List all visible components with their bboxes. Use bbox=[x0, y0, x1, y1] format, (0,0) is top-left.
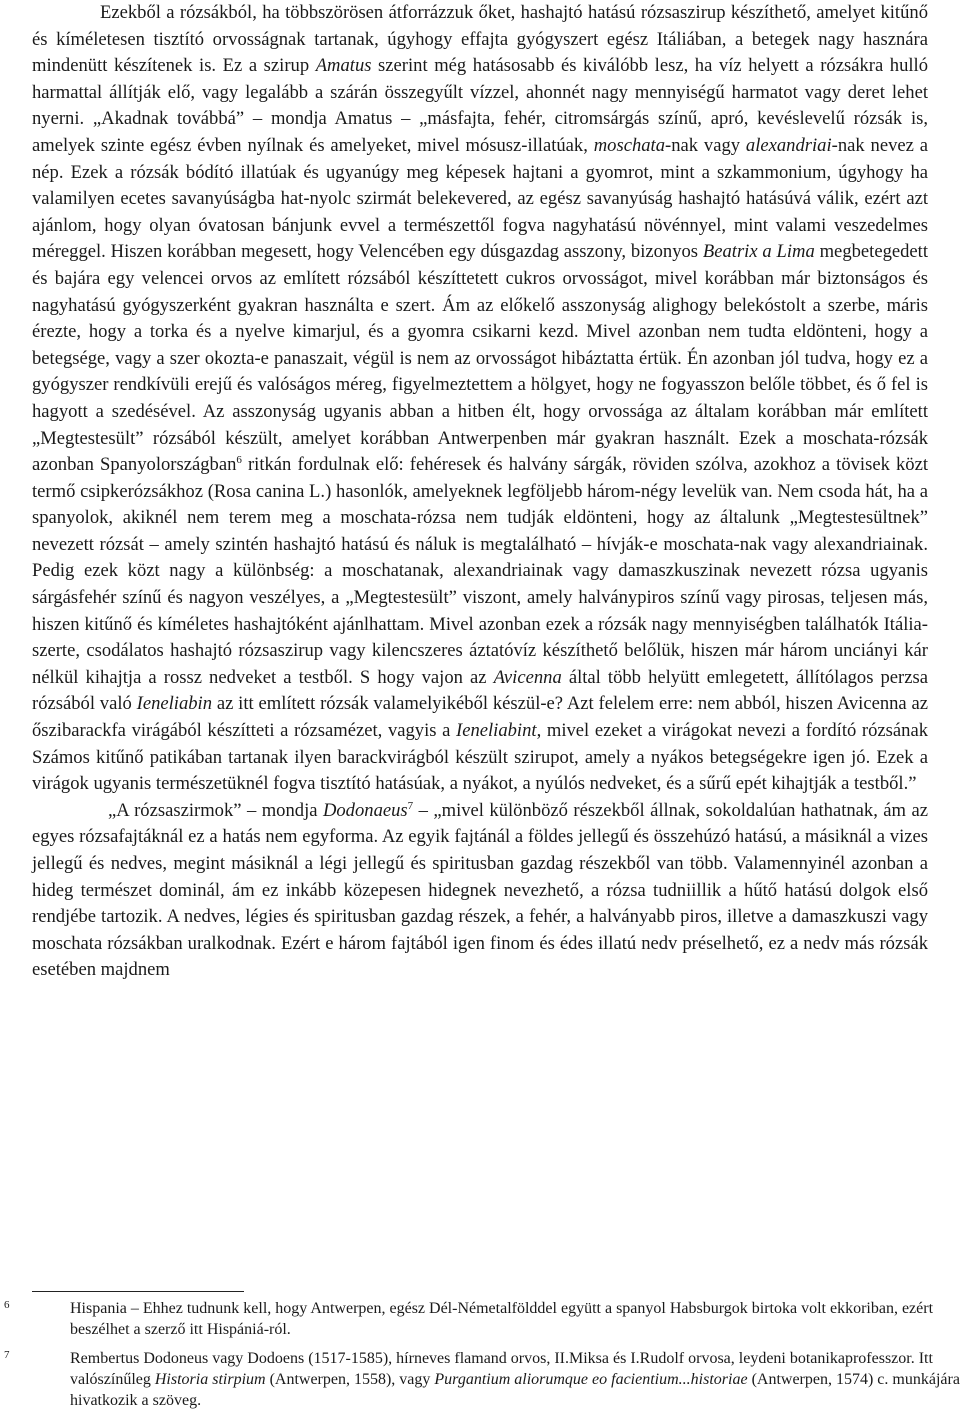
italic-text: Historia stirpium bbox=[154, 1371, 266, 1388]
italic-text: Ieneliabint bbox=[456, 720, 537, 742]
text-run: az itt említett rózsák valamelyikéből készül-e? Azt felelem erre: nem abból, hiszen Avicenna az őszibarackfa virágából készítteti a rózsamézet, vagyis a bbox=[32, 693, 928, 742]
italic-text: Purgantium aliorumque eo facientium...historiae bbox=[434, 1371, 748, 1388]
footnotes bbox=[4, 1298, 960, 1419]
italic-text: Beatrix a Lima bbox=[702, 241, 815, 263]
text-run: (Antwerpen, 1574) c. munkájára hivatkozik a szöveg. bbox=[70, 1371, 960, 1409]
footnote-ref: 7 bbox=[407, 799, 414, 812]
text-run: Ezekből a rózsákból, ha többszörösen átforrázzuk őket, hashajtó hatású rózsaszirup készíthető, amelyet kitűnő és kíméletesen tisztító orvosságnak tartanak, úgyhogy effajta gyógyszert egész Itáliában, a betegek nagy hasznára mindenütt készítenek is. Ez a szirup bbox=[32, 2, 928, 77]
paragraph bbox=[32, 0, 928, 798]
italic-text: Amatus bbox=[315, 55, 372, 77]
document-page bbox=[4, 0, 960, 1409]
italic-text: Ieneliabin bbox=[136, 693, 213, 715]
text-run: – „mivel különböző részekből állnak, sokoldalúan hathatnak, ám az egyes rózsafajtáknál ez a hatás nem egyforma. Az egyik fajtánál a földes jellegű és összehúzó hatású, a másiknál a vizes jellegű és nedves, megint másiknál a légi jellegű és spiritusban gazdag részekből van több. Valamennyinél azonban a hideg természet dominál, ám ez inkább közepesen hidegnek nevezhető, a rózsa tudniillik a hűtő hatású dolgok első rendjébe tartozik. A nedves, légies és spiritusban gazdag részek, a fehér, a halványabb piros, illetve a damaszkuszi vagy moschata rózsákban uralkodnak. Ezért e három fajtából igen finom és édes illatú nedv préselhető, ez a nedv más rózsák esetében majdnem bbox=[32, 799, 928, 981]
footnote-ref: 6 bbox=[236, 454, 242, 467]
footnote bbox=[4, 1298, 960, 1340]
footnote-number: 6 bbox=[4, 1299, 10, 1311]
footnote-number: 7 bbox=[4, 1349, 10, 1361]
text-run: -nak vagy bbox=[665, 134, 746, 156]
italic-text: alexandriai bbox=[745, 134, 832, 156]
text-run: (Antwerpen, 1558), vagy bbox=[265, 1371, 435, 1388]
footnote bbox=[4, 1348, 960, 1411]
text-run: Rembertus Dodoneus vagy Dodoens (1517-1585), hírneves flamand orvos, II.Miksa és I.Rudolf orvosa, leydeni botanikaprofesszor. Itt valószínűleg bbox=[70, 1350, 933, 1388]
paragraph bbox=[32, 798, 928, 984]
text-run: által több helyütt emlegetett, állítólagos perzsa rózsából való bbox=[32, 666, 928, 715]
text-run: szerint még hatásosabb és kiválóbb lesz, ha víz helyett a rózsákra hulló harmattal állítják elő, vagy legalább a szárán összegyűlt vízzel, ahonnét nagy mennyiségű harmatot vagy deret lehet nyerni. „Akadnak továbbá” – mondja Amatus – „másfajta, fehér, citromsárgás színű, apró, kevéslevelű rózsák is, amelyek szinte egész évben nyílnak és amelyeket, mivel mósusz-illatúak, bbox=[32, 55, 928, 156]
text-run: „A rózsaszirmok” – mondja bbox=[108, 799, 323, 821]
italic-text: Avicenna bbox=[493, 666, 562, 688]
text-run: megbetegedett és bajára egy velencei orvos az említett rózsából készíttetett cukros orvosságot, mivel korábban már biztonságos és nagyhatású gyógyszerként gyakran használta e szert. Ám az előkelő asszonyság alighogy belekóstolt a szerbe, máris érezte, hogy a torka és a nyelve kimarjul, és a gyomra csikarni kezd. Mivel azonban nem tudta eldönteni, hogy a betegsége, vagy a szer okozta-e panaszait, végül is nem az orvosságot hibáztatta értük. Én azonban jól tudva, hogy ez a gyógyszer rendkívüli erejű és valóságos méreg, figyelmeztettem a hölgyet, hogy ne fogyasszon belőle többet, és ő fel is hagyott a szedésével. Az asszonyság ugyanis abban a hitben élt, hogy orvossága az általam korábban már említett „Megtestesült” rózsából készült, amelyet korábban Antwerpenben már gyakran használt. Ezek a moschata-rózsák azonban Spanyolországban bbox=[32, 241, 929, 476]
text-run: , mivel ezeket a virágokat nevezi a fordító rózsának Számos kitűnő patikában tartanak ilyen barackvirágból készült szirupot, amely a nyákos betegségekre igen jó. Ezek a virágok ugyanis természetüknél fogva tisztító hatásúak, a nyákot, a nyúlós nedveket, és a sűrű epét kihajtják a testből.” bbox=[32, 720, 929, 795]
body-text bbox=[32, 0, 928, 984]
italic-text: moschata bbox=[593, 134, 666, 156]
text-run: -nak nevez a nép. Ezek a rózsák bódító illatúak és ugyanúgy meg képesek hajtani a gyomrot, mint a szkammonium, úgyhogy ha valamilyen ecetes savanyúságba hat-nyolc szirmát belekevered, az egész savanyúság hashajtó hatásúvá válik, ezért azt ajánlom, hogy olyan óvatosan bánjunk evvel a természettől fogva nagyhatású növénnyel, mint valami veszedelmes méreggel. Hiszen korábban megesett, hogy Velencében egy dúsgazdag asszony, bizonyos bbox=[32, 134, 928, 263]
footnote-text bbox=[70, 1348, 960, 1411]
footnote-separator bbox=[32, 1291, 244, 1292]
text-run: ritkán fordulnak elő: fehéresek és halvány sárgák, röviden szólva, azokhoz a tövisek közt termő csipkerózsákhoz (Rosa canina L.) hasonlók, amelyeknek legföljebb három-négy levelük van. Nem csoda hát, ha a spanyolok, akiknél nem terem meg a moschata-rózsa nem tudják eldönteni, hogy az általunk „Megtestesültnek” nevezett rózsát – amely szintén hashajtó hatású és náluk is megtalálható – hívják-e moschata-nak vagy alexandriainak. Pedig ezek közt nagy a különbség: a moschatanak, alexandriainak vagy damaszkuszinak nevezett rózsa ugyanis sárgásfehér színű és nagyon veszélyes, a „Megtestesült” viszont, amely halványpiros színű vagy pirosas, teljesen más, hiszen kitűnő és kíméletes hashajtóként ajánlhattam. Mivel azonban ezek a rózsák nagy mennyiségben találhatók Itália-szerte, csodálatos hashajtó rózsaszirup vagy kilencszeres áztatóvíz készíthető belőlük, hiszen már három unciányi kár nélkül kihajtja a rossz nedveket a testből. S hogy vajon az bbox=[32, 454, 928, 688]
italic-text: Dodonaeus bbox=[322, 799, 408, 821]
text-run: Hispania – Ehhez tudnunk kell, hogy Antwerpen, egész Dél-Németalfölddel együtt a spanyol Habsburgok birtoka volt ekkoriban, ezért beszélhet a szerző itt Hispániá-ról. bbox=[70, 1300, 934, 1338]
footnote-text bbox=[70, 1298, 960, 1340]
